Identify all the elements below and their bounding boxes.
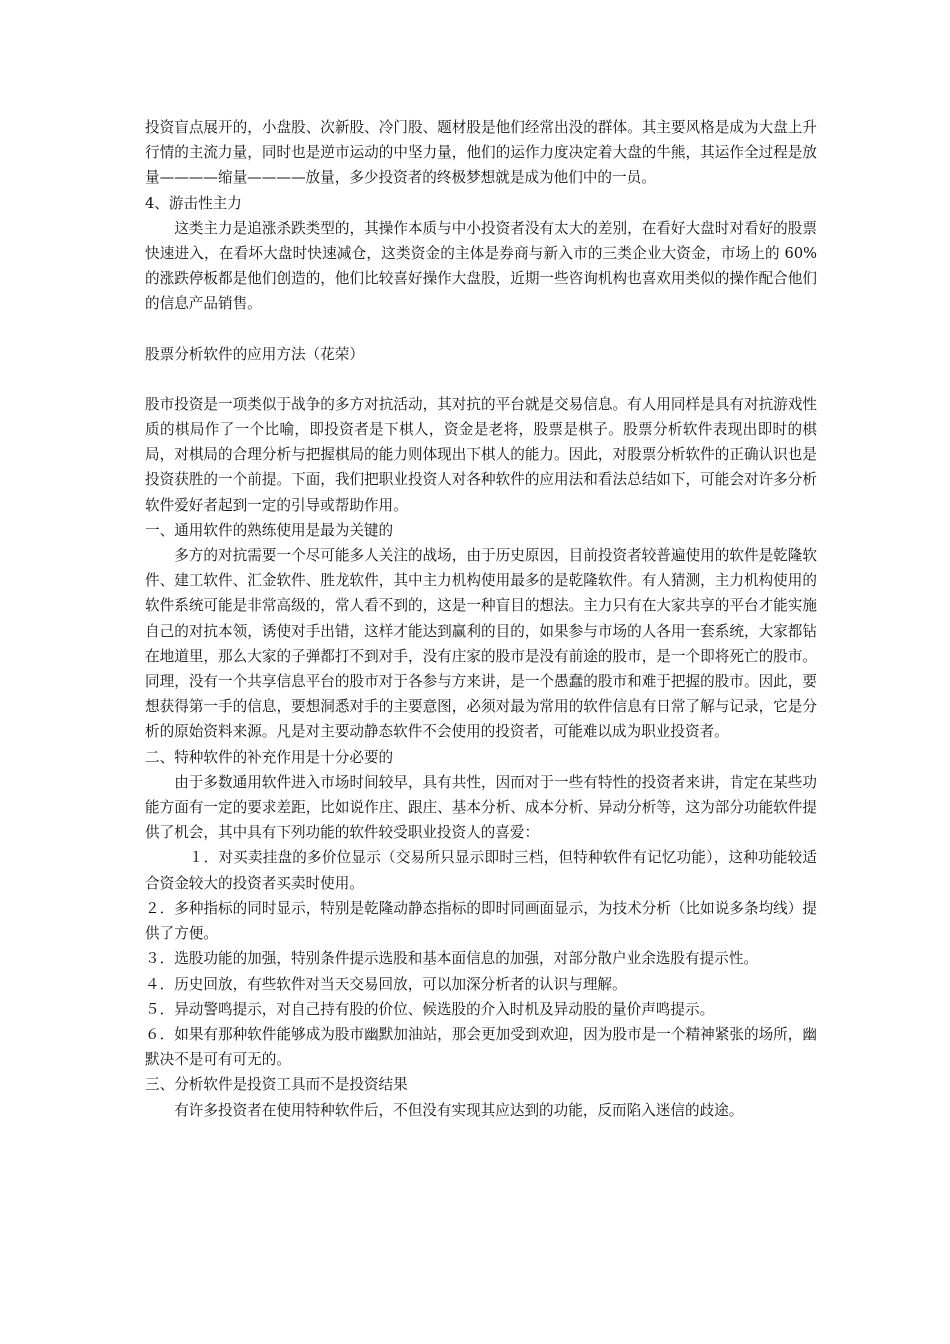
document-page [145,115,817,1123]
paragraph-guerrilla-force: 这类主力是追涨杀跌类型的，其操作本质与中小投资者没有太大的差别，在看好大盘时对看好的股票快速进入，在看坏大盘时快速减仓，这类资金的主体是券商与新入市的三类企业大资金，市场上的 60%的涨跌停板都是他们创造的，他们比较喜好操作大盘股，近期一些咨询机构也喜欢用类似的操作配合他们的信息产品销售。 [145,219,817,313]
section-heading-special-software: 二、特种软件的补充作用是十分必要的 [145,748,394,766]
section-heading-tool-not-result: 三、分析软件是投资工具而不是投资结果 [145,1076,408,1094]
list-item-5: ５．异动警鸣提示，对自己持有股的价位、候选股的介入时机及异动股的量价声鸣提示。 [145,1000,715,1018]
heading-guerrilla-force: 4、游击性主力 [145,194,242,212]
list-item-6: ６．如果有那种软件能够成为股市幽默加油站，那会更加受到欢迎，因为股市是一个精神紧张的场所，幽默决不是可有可无的。 [145,1025,817,1069]
paragraph-main-force-style: 投资盲点展开的，小盘股、次新股、冷门股、题材股是他们经常出没的群体。其主要风格是成为大盘上升行情的主流力量，同时也是逆市运动的中坚力量，他们的运作力度决定着大盘的牛熊，其运作全过程是放量————缩量————放量，多少投资者的终极梦想就是成为他们中的一员。 [145,119,817,187]
paragraph-special-software: 由于多数通用软件进入市场时间较早，具有共性，因而对于一些有特性的投资者来讲，肯定在某些功能方面有一定的要求差距，比如说作庄、跟庄、基本分析、成本分析、异动分析等，这为部分功能软件提供了机会，其中具有下列功能的软件较受职业投资人的喜爱： [145,773,817,842]
list-item-4: ４．历史回放，有些软件对当天交易回放，可以加深分析者的认识与理解。 [145,975,627,993]
list-item-2: ２．多种指标的同时显示，特别是乾隆动静态指标的即时同画面显示，为技术分析（比如说多条均线）提供了方便。 [145,899,817,943]
paragraph-general-software: 多方的对抗需要一个尽可能多人关注的战场，由于历史原因，目前投资者较普遍使用的软件是乾隆软件、建工软件、汇金软件、胜龙软件，其中主力机构使用最多的是乾隆软件。有人猜测，主力机构使用的软件系统可能是非常高级的，常人看不到的，这是一种盲目的想法。主力只有在大家共享的平台才能实施自己的对抗本领，诱使对手出错，这样才能达到赢利的目的，如果参与市场的人各用一套系统，大家都钻在地道里，那么大家的子弹都打不到对手，没有庄家的股市是没有前途的股市，是一个即将死亡的股市。同理，没有一个共享信息平台的股市对于各参与方来讲，是一个愚蠢的股市和难于把握的股市。因此，要想获得第一手的信息，要想洞悉对手的主要意图，必须对最为常用的软件信息有日常了解与记录，它是分析的原始资料来源。凡是对主要动静态软件不会使用的投资者，可能难以成为职业投资者。 [145,547,817,741]
section-heading-general-software: 一、通用软件的熟练使用是最为关键的 [145,521,394,539]
paragraph-tool-not-result: 有许多投资者在使用特种软件后，不但没有实现其应达到的功能，反而陷入迷信的歧途。 [174,1101,744,1119]
list-item-3: ３．选股功能的加强，特别条件提示选股和基本面信息的加强，对部分散户业余选股有提示性。 [145,950,758,968]
blank-line [145,317,817,342]
paragraph-intro: 股市投资是一项类似于战争的多方对抗活动，其对抗的平台就是交易信息。有人用同样是具有对抗游戏性质的棋局作了一个比喻，即投资者是下棋人，资金是老将，股票是棋子。股票分析软件表现出即时的棋局，对棋局的合理分析与把握棋局的能力则体现出下棋人的能力。因此，对股票分析软件的正确认识也是投资获胜的一个前提。下面，我们把职业投资人对各种软件的应用法和看法总结如下，可能会对许多分析软件爱好者起到一定的引导或帮助作用。 [145,395,817,514]
blank-line [145,367,817,392]
list-item-1: １．对买卖挂盘的多价位显示（交易所只显示即时三档，但特种软件有记忆功能），这种功能较适合资金较大的投资者买卖时使用。 [145,849,817,892]
article-title: 股票分析软件的应用方法（花荣） [145,345,364,363]
